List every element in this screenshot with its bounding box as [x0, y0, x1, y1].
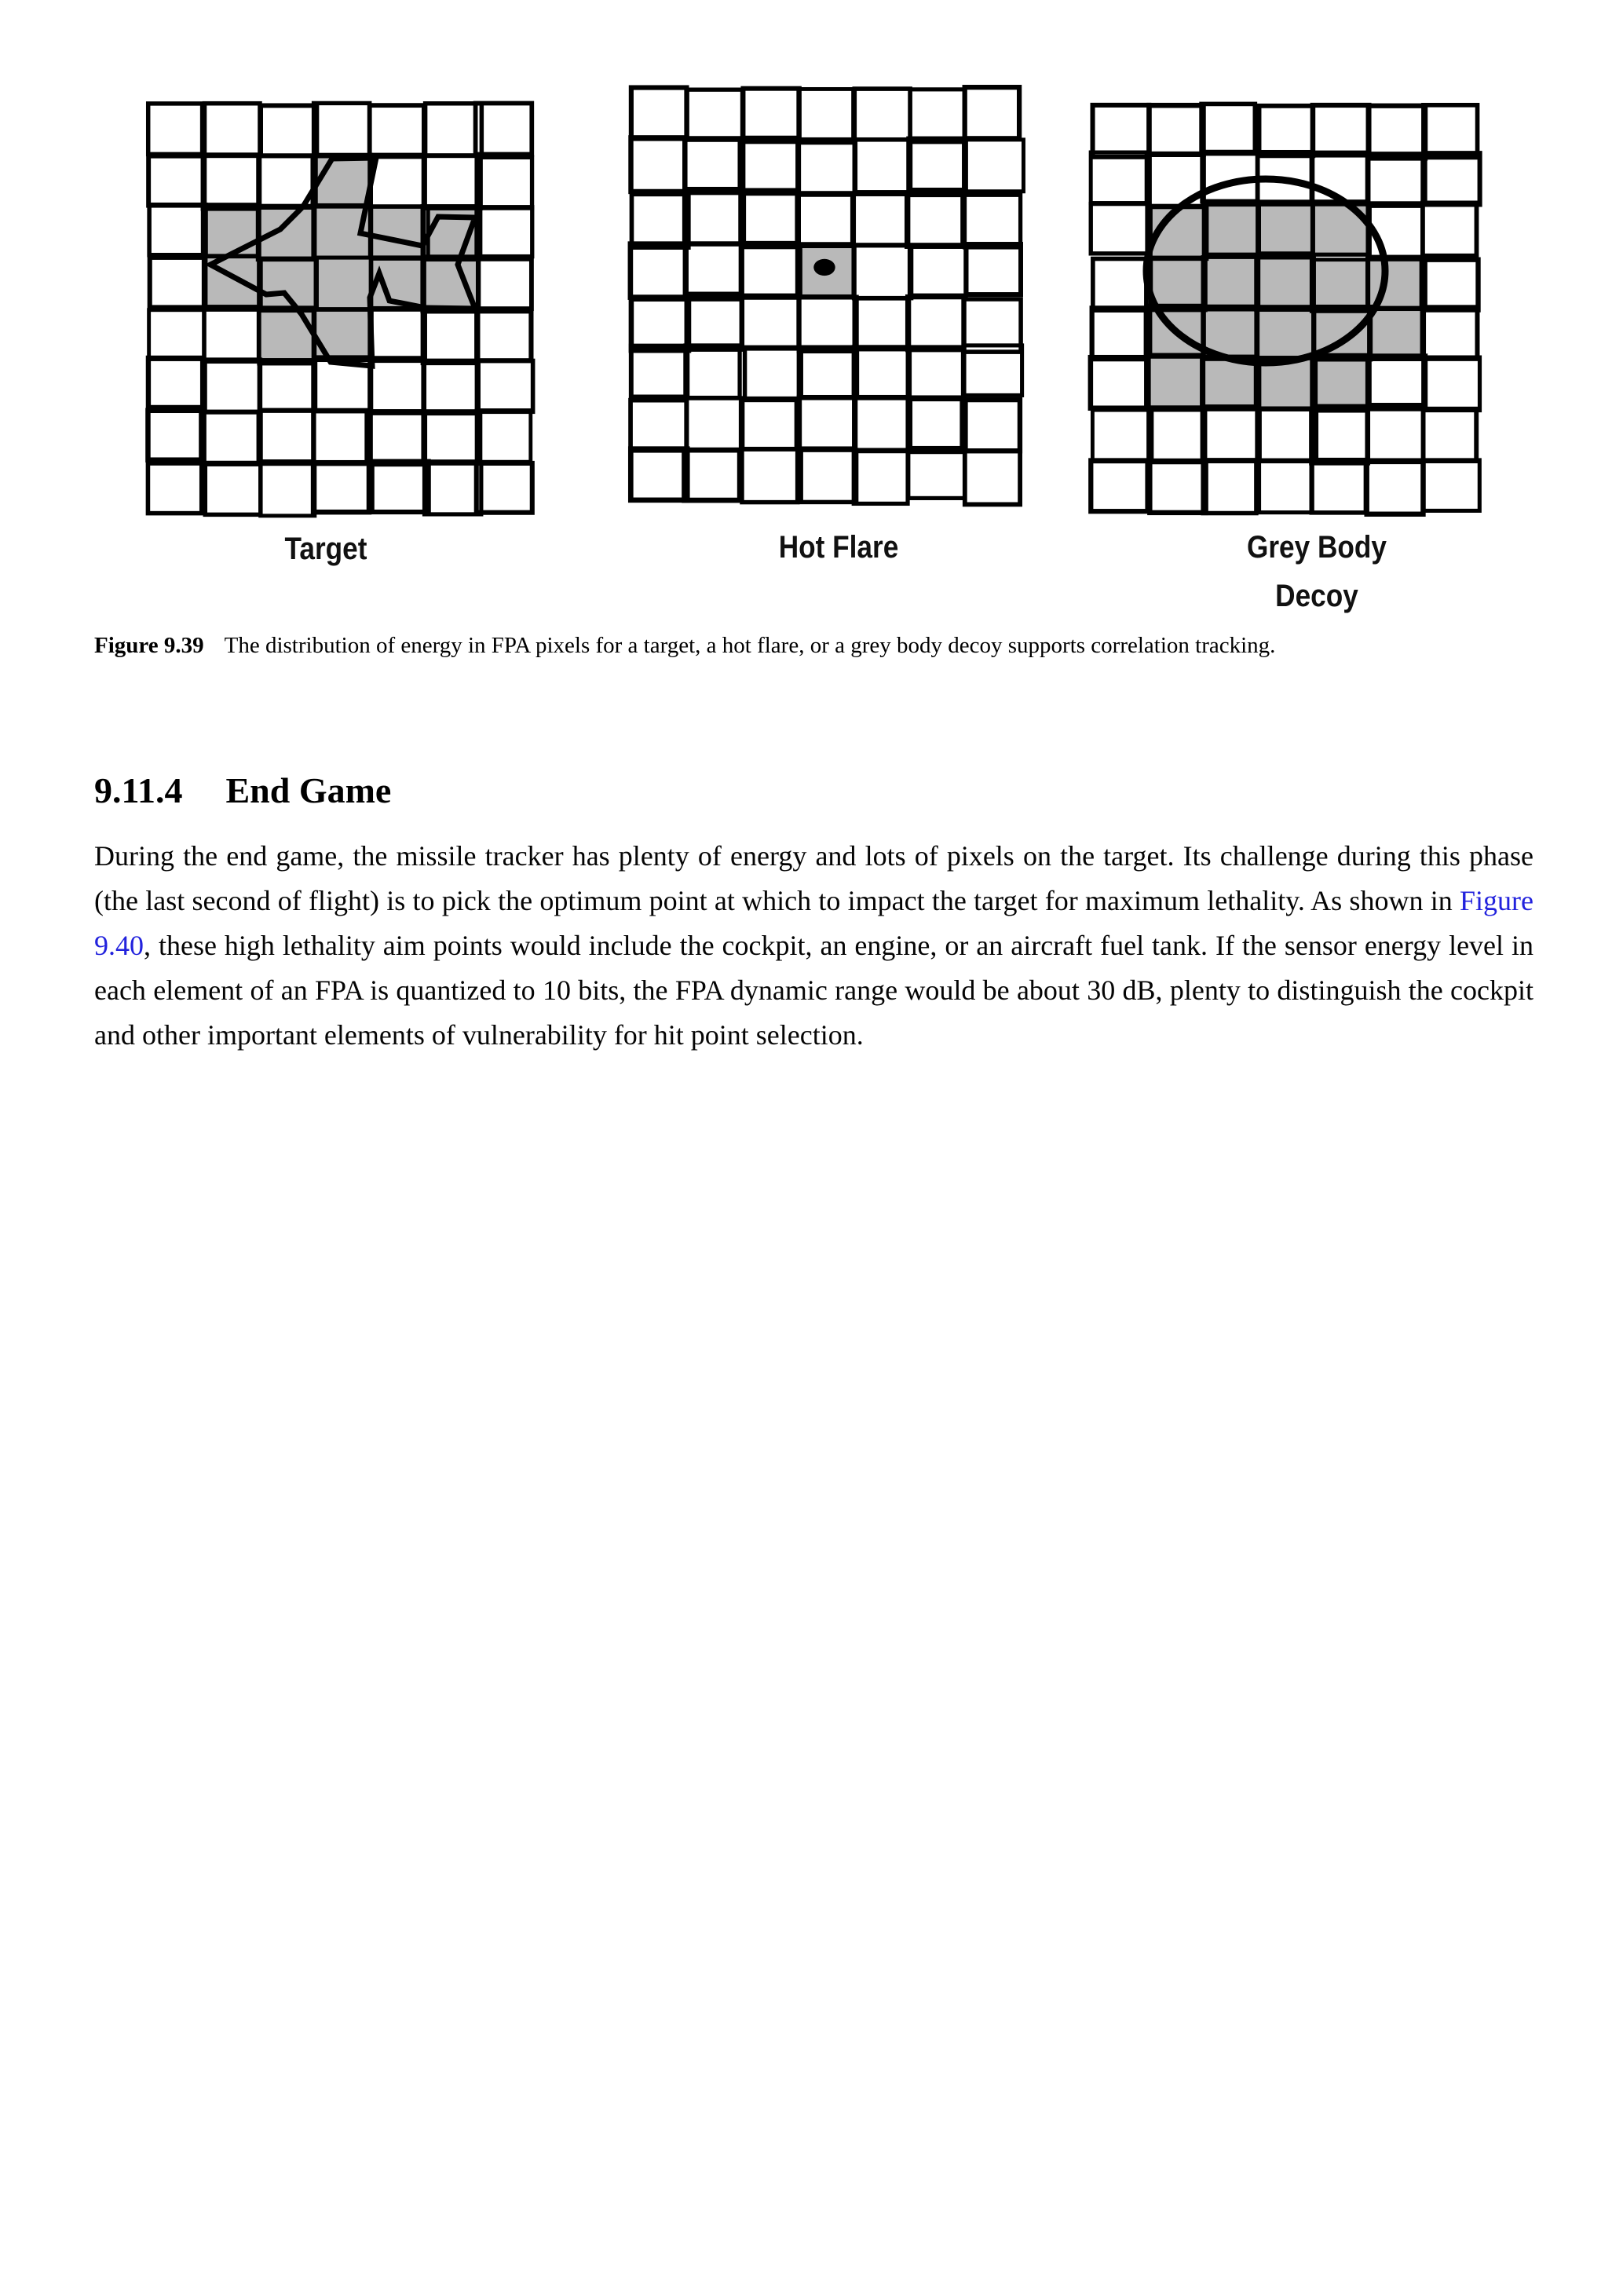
body-paragraph	[94, 834, 1533, 1058]
energized-fpa-cell	[1257, 307, 1314, 358]
fpa-cell	[686, 244, 741, 294]
energized-fpa-cell	[1149, 356, 1203, 408]
fpa-cell	[742, 399, 796, 449]
fpa-cell	[149, 205, 206, 255]
fpa-cell	[478, 360, 532, 411]
fpa-cell	[1259, 409, 1316, 461]
fpa-cell	[1313, 105, 1369, 155]
fpa-cell	[423, 311, 477, 363]
fpa-cell	[631, 244, 685, 298]
fpa-cell	[1424, 460, 1479, 511]
fpa-cell	[478, 259, 532, 309]
fpa-cell	[1091, 204, 1147, 254]
section-number: 9.11.4	[94, 770, 183, 810]
grid-label-grey-body-line1: Grey Body	[1246, 530, 1387, 565]
fpa-cell	[685, 138, 740, 189]
fpa-cell	[965, 87, 1019, 138]
fpa-cell	[908, 139, 964, 190]
energized-fpa-cell	[1204, 205, 1257, 255]
fpa-cell	[1150, 462, 1205, 513]
grid-label-hot-flare-line1: Hot Flare	[778, 530, 899, 565]
fpa-cell	[1367, 409, 1424, 460]
fpa-cell	[371, 413, 425, 464]
fpa-cell	[685, 193, 740, 244]
fpa-cell	[908, 398, 963, 452]
energized-fpa-cell	[1150, 258, 1205, 309]
fpa-cell	[742, 243, 797, 296]
fpa-cell	[685, 450, 740, 500]
fpa-cell	[204, 411, 258, 464]
energized-fpa-cell	[1259, 204, 1312, 254]
fpa-cell	[631, 346, 687, 397]
fpa-cell	[965, 451, 1020, 504]
fpa-cell	[910, 90, 965, 142]
section-heading	[94, 770, 391, 811]
energized-fpa-cell	[1311, 260, 1368, 312]
fpa-cell	[1093, 259, 1146, 311]
fpa-cell	[1425, 260, 1479, 310]
fpa-cell	[801, 450, 856, 502]
fpa-cell	[743, 89, 799, 142]
fpa-cell	[1423, 203, 1477, 255]
fpa-cell	[372, 462, 429, 512]
paragraph-text-after-link: , these high lethality aim points would include the cockpit, an engine, or an aircraft fuel tank. If the sensor energy level in each element of an FPA is quantized to 10 bits, the FPA dynamic range would be about 30 dB, plenty to distinguish the cockpit and other important elements of vulnerability for hit point selection.	[94, 930, 1533, 1051]
fpa-cell	[477, 463, 532, 513]
fpa-cell	[910, 245, 966, 295]
fpa-cell	[687, 398, 741, 451]
fpa-cell	[1424, 357, 1480, 410]
fpa-cell	[148, 156, 204, 206]
fpa-cell	[1091, 357, 1146, 408]
fpa-cell	[423, 411, 480, 462]
fpa-cell	[259, 360, 313, 411]
fpa-cell	[205, 360, 260, 411]
fpa-cell	[1201, 104, 1255, 153]
fpa-cell	[371, 309, 425, 358]
fpa-cell	[477, 411, 531, 462]
energized-fpa-cell	[1369, 308, 1424, 359]
fpa-cell	[631, 400, 686, 451]
fpa-cell	[631, 194, 688, 247]
fpa-cell	[1423, 307, 1478, 359]
grid-label-target-line1: Target	[284, 532, 367, 566]
fpa-cell	[966, 140, 1023, 192]
fpa-cell	[1259, 460, 1313, 512]
fpa-cell	[477, 207, 532, 257]
fpa-cell	[1202, 409, 1257, 459]
fpa-cell	[631, 88, 687, 139]
fpa-cell	[799, 89, 854, 142]
fpa-cell	[965, 400, 1019, 451]
fpa-cell	[1091, 152, 1146, 203]
fpa-cell	[1424, 409, 1477, 461]
fpa-cell	[1368, 154, 1424, 203]
fpa-cell	[854, 450, 908, 503]
fpa-cell	[1425, 153, 1480, 204]
fpa-cell	[1311, 460, 1365, 513]
fpa-cell	[148, 104, 203, 154]
fpa-cell	[205, 462, 261, 514]
fpa-cell	[1092, 410, 1148, 462]
fpa-cell	[799, 140, 855, 193]
fpa-cell	[854, 89, 910, 140]
fpa-cell	[801, 347, 857, 397]
energized-fpa-cell	[1257, 257, 1314, 309]
fpa-cell	[742, 449, 798, 503]
fpa-cell	[742, 298, 799, 349]
fpa-cell	[854, 398, 911, 452]
fpa-cell	[261, 105, 316, 155]
fpa-cell	[907, 195, 963, 247]
section-title: End Game	[225, 770, 392, 810]
fpa-cell	[854, 298, 908, 349]
fpa-cell	[314, 103, 370, 155]
fpa-cell	[261, 464, 315, 516]
fpa-cell	[965, 195, 1021, 247]
fpa-cell	[204, 309, 259, 361]
figure-9-40-link[interactable]: Figure 9.40	[94, 885, 1533, 961]
fpa-cell	[423, 360, 477, 413]
fpa-cell	[426, 104, 482, 156]
fpa-cell	[1091, 460, 1147, 511]
target-fpa-grid	[145, 101, 538, 517]
flare-dot	[813, 259, 835, 276]
fpa-cell	[854, 140, 910, 192]
fpa-cell	[908, 448, 965, 499]
fpa-cell	[745, 347, 799, 400]
fpa-cell	[1369, 356, 1425, 405]
fpa-cell	[148, 358, 203, 408]
fpa-cell	[148, 463, 201, 514]
fpa-cell	[149, 310, 204, 360]
fpa-cell	[967, 244, 1021, 294]
fpa-cell	[477, 157, 532, 208]
energized-fpa-cell	[316, 155, 371, 206]
fpa-cell	[744, 193, 798, 247]
fpa-cell	[1203, 461, 1256, 513]
energized-fpa-cell	[1203, 257, 1259, 309]
fpa-cell	[1369, 106, 1425, 159]
energized-fpa-cell	[258, 207, 314, 259]
fpa-cell	[425, 463, 481, 514]
fpa-cell	[685, 345, 740, 398]
fpa-cell	[1311, 410, 1367, 462]
fpa-cell	[424, 155, 481, 208]
fpa-cell	[909, 348, 963, 399]
fpa-cell	[1092, 308, 1146, 359]
grid-label-grey-body-line2: Decoy	[1275, 579, 1358, 613]
fpa-cell	[1093, 105, 1150, 157]
hot-flare-fpa-grid	[627, 83, 1025, 509]
fpa-cell	[1259, 106, 1314, 156]
fpa-cell	[854, 347, 908, 397]
fpa-cell	[908, 297, 963, 349]
figure-caption	[94, 628, 1519, 664]
fpa-cell	[1149, 105, 1203, 155]
figure-caption-text: The distribution of energy in FPA pixels for a target, a hot flare, or a grey body decoy supports correlation tracking.	[224, 633, 1276, 658]
figure-caption-number: Figure 9.39	[94, 633, 204, 658]
fpa-cell	[631, 299, 689, 350]
fpa-cell	[854, 194, 908, 245]
fpa-cell	[1424, 105, 1478, 158]
energized-fpa-cell	[1312, 356, 1368, 407]
fpa-cell	[799, 397, 855, 448]
energized-fpa-cell	[371, 207, 428, 258]
fpa-cell	[687, 90, 742, 140]
grey-body-decoy-fpa-grid	[1089, 99, 1482, 515]
fpa-cell	[313, 411, 367, 464]
fpa-cell	[370, 105, 424, 156]
fpa-cell	[150, 258, 206, 308]
fpa-cell	[477, 311, 531, 360]
fpa-cell	[371, 360, 424, 411]
fpa-cell	[476, 103, 532, 154]
fpa-cell	[1367, 462, 1424, 514]
paragraph-text-before-link: During the end game, the missile tracker has plenty of energy and lots of pixels on the target. Its challenge during this phase (the last second of flight) is to pick the optimum point at which to impact the target for maximum lethality. As shown in	[94, 840, 1533, 916]
fpa-cell	[687, 299, 742, 349]
fpa-cell	[203, 155, 258, 208]
fpa-cell	[799, 195, 853, 245]
fpa-cell	[205, 104, 260, 155]
grid-label-target	[208, 525, 443, 573]
fpa-cell	[1312, 153, 1368, 203]
energized-fpa-cell	[203, 205, 259, 256]
fpa-cell	[370, 155, 426, 207]
grid-label-hot-flare	[721, 523, 956, 572]
fpa-cell	[148, 411, 201, 460]
grid-label-grey-body-decoy	[1199, 523, 1434, 620]
fpa-cell	[854, 246, 912, 298]
fpa-cell	[744, 137, 798, 190]
fpa-cell	[1151, 410, 1204, 461]
energized-fpa-cell	[316, 258, 371, 309]
fpa-cell	[631, 449, 687, 500]
fpa-cell	[631, 137, 685, 192]
fpa-cell	[261, 411, 314, 462]
fpa-cell	[799, 298, 857, 352]
fpa-cell	[313, 462, 369, 512]
